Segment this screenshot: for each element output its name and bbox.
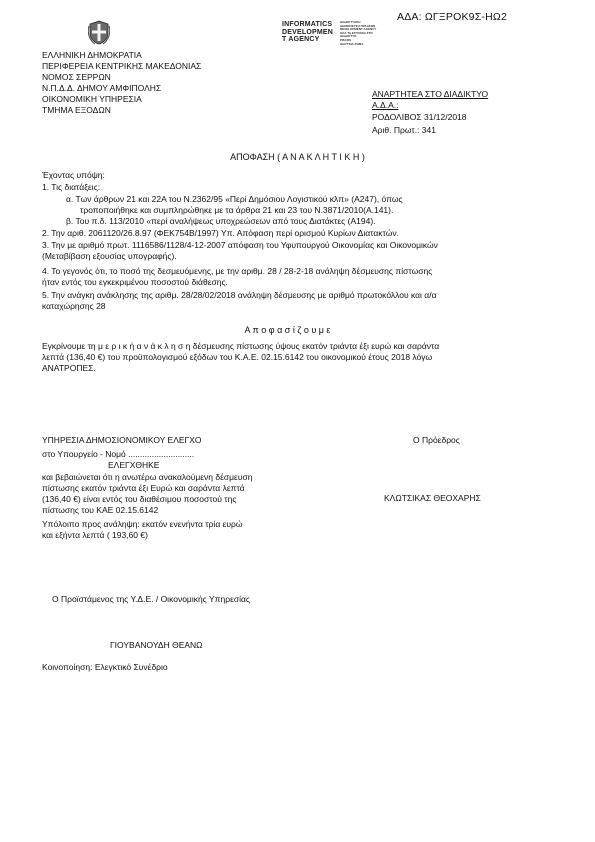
audit-line-2: πίστωσης εκατόν τριάντα έξι Ευρώ και σαράντα λεπτά: [42, 483, 245, 493]
audit-service: ΥΠΗΡΕΣΙΑ ΔΗΜΟΣΙΟΝΟΜΙΚΟΥ ΕΛΕΓΧΟ: [42, 435, 202, 445]
issuer-block: [42, 50, 201, 116]
decision-line-3: ΑΝΑΤΡΟΠΕΣ.: [42, 363, 96, 373]
ada-code: ΑΔΑ: ΩΓΞΡΟΚ9Σ-ΗΩ2: [397, 11, 507, 23]
issuer-line: ΠΕΡΙΦΕΡΕΙΑ ΚΕΝΤΡΙΚΗΣ ΜΑΚΕΔΟΝΙΑΣ: [42, 61, 202, 71]
document-title: ΑΠΟΦΑΣΗ ( Α Ν Α Κ Λ Η Τ Ι Κ Η ): [230, 152, 365, 162]
audit-line-1: και βεβαιώνεται ότι η ανωτέρω ανακαλούμενη δέσμευση: [42, 472, 253, 482]
coat-of-arms-icon: [88, 20, 110, 50]
issuer-line: ΟΙΚΟΝΟΜΙΚΗ ΥΠΗΡΕΣΙΑ: [42, 94, 142, 104]
notification: Κοινοποίηση: Ελεγκτικό Συνέδριο: [42, 662, 168, 672]
post-online-label: ΑΝΑΡΤΗΤΕΑ ΣΤΟ ΔΙΑΔΙΚΤΥΟ: [372, 89, 489, 99]
issuer-line: Ν.Π.Δ.Δ. ΔΗΜΟΥ ΑΜΦΙΠΟΛΗΣ: [42, 83, 162, 93]
audit-remaining-1: Υπόλοιπο προς ανάληψη: εκατόν ενενήντα τρία ευρώ: [42, 519, 243, 529]
place-date: ΡΟΔΟΛΙΒΟΣ 31/12/2018: [372, 112, 467, 122]
issuer-line: ΕΛΛΗΝΙΚΗ ΔΗΜΟΚΡΑΤΙΑ: [42, 50, 142, 60]
item-1a-line-2: τροποποιήθηκε και συμπληρώθηκε με τα άρθρα 21 και 23 του Ν.3871/2010(Α.141).: [80, 205, 394, 215]
item-5-line-2: καταχώρησης 28: [42, 301, 106, 311]
issuer-line: ΤΜΗΜΑ ΕΞΟΔΩΝ: [42, 105, 111, 115]
item-1: 1. Τις διατάξεις:: [42, 182, 101, 192]
decision-line-1: Εγκρίνουμε τη μ ε ρ ι κ ή α ν ά κ λ η σ η δέσμευσης πίστωσης ύψους εκατόν τριάντα έξι ευρώ και σαράντα: [42, 341, 440, 351]
item-5-line-1: 5. Την ανάγκη ανάκλησης της αριθμ. 28/28/02/2018 ανάληψη δέσμευσης με αριθμό πρωτοκόλλου και α/α: [42, 290, 437, 300]
ada-label: Α.Δ.Α.:: [372, 100, 399, 110]
president-name: ΚΛΩΤΣΙΚΑΣ ΘΕΟΧΑΡΗΣ: [384, 493, 481, 503]
logo-word-1: INFORMATICS: [282, 21, 333, 28]
item-4-line-2: ήταν εντός του εγκεκριμένου ποσοστού διάθεσης.: [42, 277, 228, 287]
head-of-service-label: Ο Προϊστάμενος της Υ.Δ.Ε. / Οικονομικής Υπηρεσίας: [52, 594, 251, 604]
logo-word-3: T AGENCY: [282, 36, 320, 43]
diavgeia-logo: [282, 21, 333, 44]
item-3-line-1: 3. Την με αριθμό πρωτ. 1116586/1128/4-12-2007 απόφαση του Υφυπουργού Οικονομίας και Οικονομικών: [42, 240, 438, 250]
right-header: [372, 89, 488, 136]
logo-small-text: ΔΙΑΔΙΚΤΥΑΚΗ ΔΗΜΟΣΙΕΥΣΗ ΠΡΑΞΕΩΝ DEVELOPMENT AGENCY ΟΛΑ ΤΑ ΕΓΓΡΑΦΑ ΣΤΟ ΔΙΑΔΙΚΤΥΟ PRAXIS ΔΙΑΥΓΕΙΑ ΣΩΜΑ: [340, 20, 377, 46]
issuer-line: ΝΟΜΟΣ ΣΕΡΡΩΝ: [42, 72, 111, 82]
item-1a-line-1: α. Των άρθρων 21 και 22Α του Ν.2362/95 «Περί Δημόσιου Λογιστικού κλπ» (Α247), όπως: [66, 194, 403, 204]
item-1b: β. Του π.δ. 113/2010 «περί αναλήψεως υποχρεώσεων από τους Διατάκτες (Α194).: [66, 216, 376, 226]
decide-heading: Α π ο φ α σ ί ζ ο υ μ ε: [244, 325, 331, 335]
item-4-line-1: 4. Το γεγονός ότι, το ποσό της δεσμευόμενης, με την αριθμ. 28 / 28-2-18 ανάληψη δέσμευσης πίστωσης: [42, 266, 433, 276]
head-of-service-name: ΓΙΟΥΒΑΝΟΥΔΗ ΘΕΑΝΩ: [110, 640, 203, 650]
audit-line-3: (136,40 €) είναι εντός του διαθέσιμου ποσοστού της: [42, 494, 237, 504]
decision-line-2: λεπτά (136,40 €) του προϋπολογισμού εξόδων του Κ.Α.Ε. 02.15.6142 του οικονομικού έτους 2018 λόγω: [42, 352, 433, 362]
audit-checked: ΕΛΕΓΧΘΗΚΕ: [108, 460, 160, 470]
item-2: 2. Την αριθ. 2061120/26.8.97 (ΦΕΚ754Β/1997) Υπ. Απόφαση περί ορισμού Κυρίων Διατακτών.: [42, 228, 400, 238]
item-3-line-2: (Μεταβίβαση εξουσίας υπογραφής).: [42, 251, 177, 261]
considering-label: Έχοντας υπόψη:: [42, 170, 105, 180]
audit-remaining-2: και εξήντα λεπτά ( 193,60 €): [42, 530, 148, 540]
logo-word-2: DEVELOPMEN: [282, 28, 334, 36]
audit-ministry: στο Υπουργείο - Νομό ............................: [42, 449, 195, 459]
president-label: Ο Πρόεδρος: [413, 435, 460, 445]
audit-line-4: πίστωσης του ΚΑΕ 02.15.6142: [42, 505, 159, 515]
protocol-number: Αριθ. Πρωτ.: 341: [372, 125, 436, 135]
